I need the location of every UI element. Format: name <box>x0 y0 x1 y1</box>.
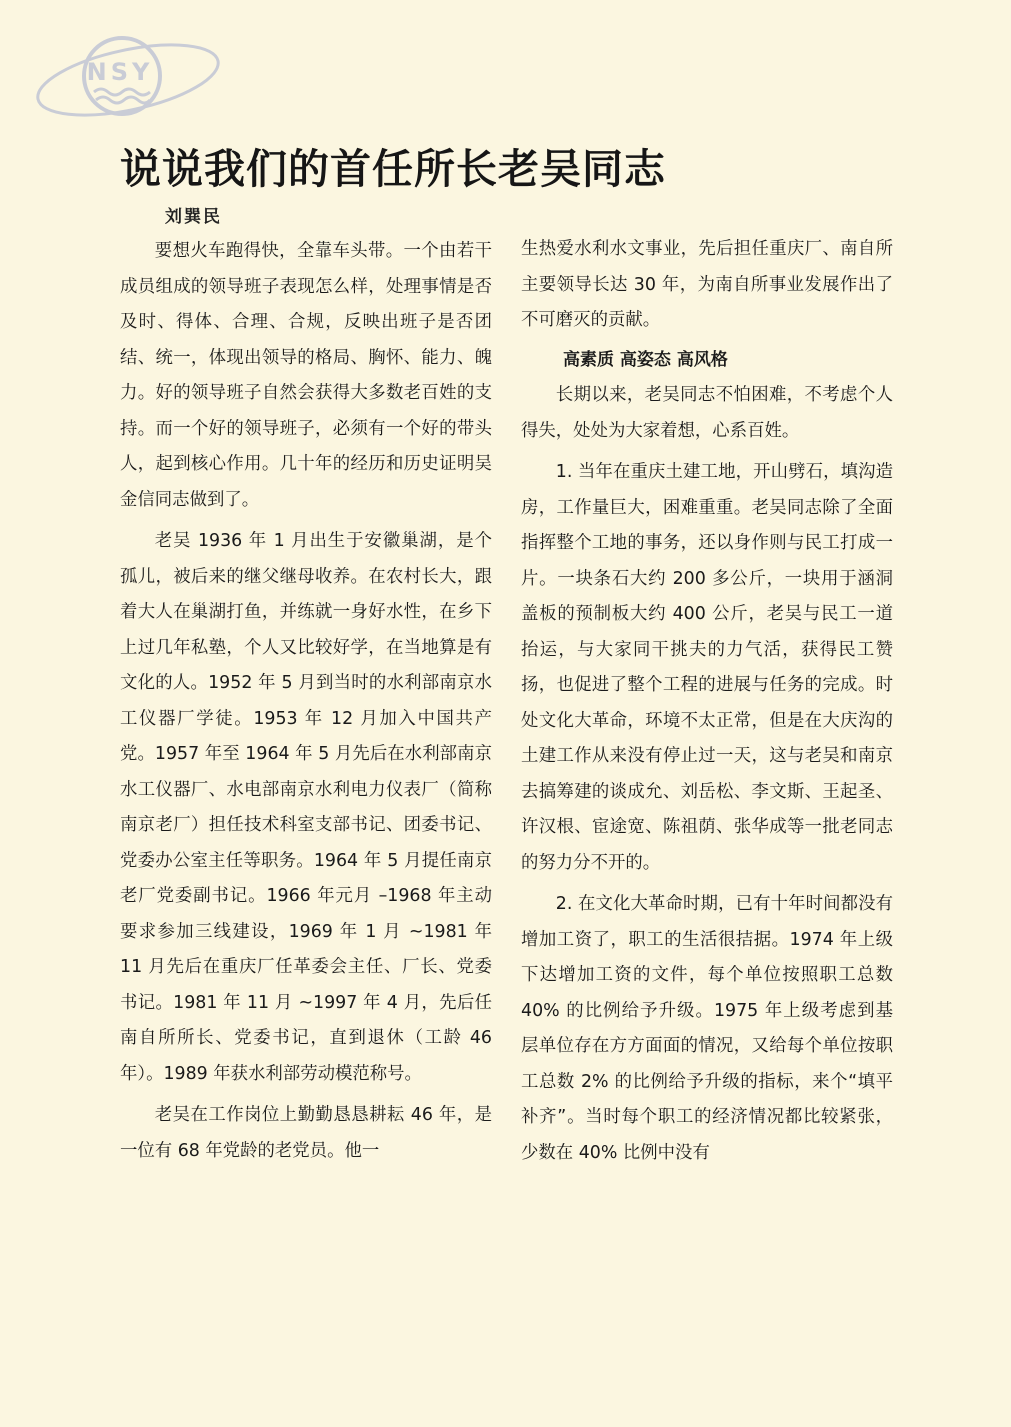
section-subheading: 高素质 高姿态 高风格 <box>563 349 728 370</box>
paragraph-intro: 要想火车跑得快，全靠车头带。一个由若干成员组成的领导班子表现怎么样，处理事情是否及时、得体、合理、合规，反映出班子是否团结、统一，体现出领导的格局、胸怀、能力、魄力。好的领导班子自然会获得大多数老百姓的支持。而一个好的领导班子，必须有一个好的带头人，起到核心作用。几十年的经历和历史证明吴金信同志做到了。 <box>120 241 492 510</box>
paragraph-summary: 长期以来，老吴同志不怕困难，不考虑个人得失，处处为大家着想，心系百姓。 <box>521 385 893 441</box>
left-column <box>120 234 492 1169</box>
paragraph-item-2: 2. 在文化大革命时期，已有十年时间都没有增加工资了，职工的生活很拮据。1974 年上级下达增加工资的文件，每个单位按照职工总数 40% 的比例给予升级。1975 年上级考虑到基层单位存在方方面面的情况，又给每个单位按职工总数 2% 的比例给予升级的指标，来个“填平补齐”。当时每个职工的经济情况都比较紧张，少数在 40% 比例中没有 <box>521 894 893 1163</box>
paragraph-continuation: 生热爱水利水文事业，先后担任重庆厂、南自所主要领导长达 30 年，为南自所事业发展作出了不可磨灭的贡献。 <box>521 239 893 330</box>
paragraph-career: 老吴在工作岗位上勤勤恳恳耕耘 46 年，是一位有 68 年党龄的老党员。他一 <box>120 1105 492 1161</box>
logo-text: NSY <box>86 58 154 86</box>
paragraph-biography: 老吴 1936 年 1 月出生于安徽巢湖，是个孤儿，被后来的继父继母收养。在农村长大，跟着大人在巢湖打鱼，并练就一身好水性，在乡下上过几年私塾，个人又比较好学，在当地算是有文化的人。1952 年 5 月到当时的水利部南京水工仪器厂学徒。1953 年 12 月加入中国共产党。1957 年至 1964 年 5 月先后在水利部南京水工仪器厂、水电部南京水利电力仪表厂（简称南京老厂）担任技术科室支部书记、团委书记、党委办公室主任等职务。1964 年 5 月提任南京老厂党委副书记。1966 年元月 –1968 年主动要求参加三线建设，1969 年 1 月 ~1981 年 11 月先后在重庆厂任革委会主任、厂长、党委书记。1981 年 11 月 ~1997 年 4 月，先后任南自所所长、党委书记，直到退休（工龄 46 年）。1989 年获水利部劳动模范称号。 <box>120 531 492 1084</box>
nsy-globe-icon <box>32 28 224 128</box>
author-name: 刘巽民 <box>165 207 222 227</box>
right-column <box>521 232 893 1171</box>
article-title: 说说我们的首任所长老吴同志 <box>120 145 666 193</box>
paragraph-item-1: 1. 当年在重庆土建工地，开山劈石，填沟造房，工作量巨大，困难重重。老吴同志除了全面指挥整个工地的事务，还以身作则与民工打成一片。一块条石大约 200 多公斤，一块用于涵洞盖板的预制板大约 400 公斤，老吴与民工一道抬运，与大家同干挑夫的力气活，获得民工赞扬，也促进了整个工程的进展与任务的完成。时处文化大革命，环境不太正常，但是在大庆沟的土建工作从来没有停止过一天，这与老吴和南京去搞筹建的谈成允、刘岳松、李文斯、王起圣、许汉根、宦途宽、陈祖荫、张华成等一批老同志的努力分不开的。 <box>521 462 893 873</box>
nsy-logo <box>32 28 224 128</box>
